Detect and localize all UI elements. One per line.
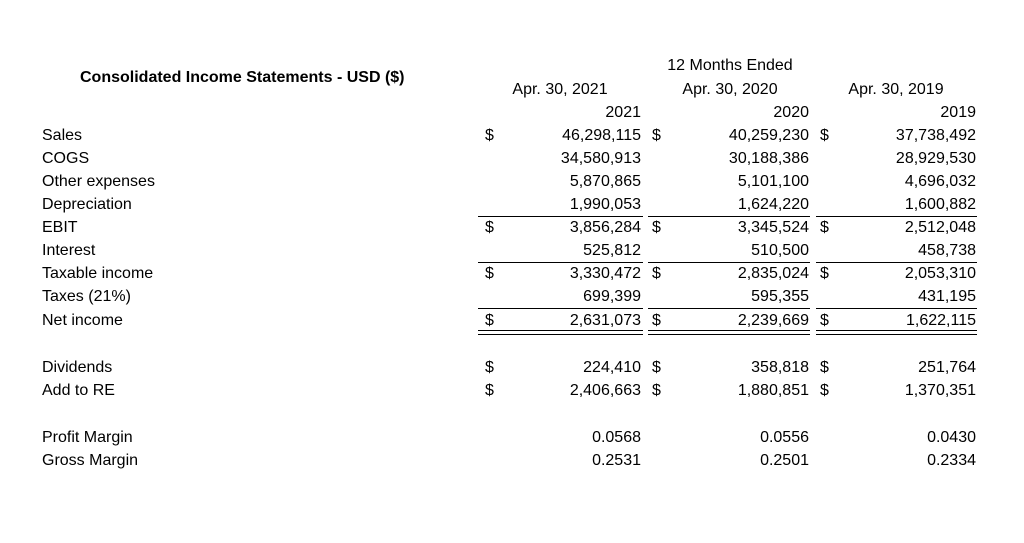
cell-gross-margin-2019: 0.2334: [927, 452, 976, 469]
statement-title: Consolidated Income Statements - USD ($): [80, 69, 405, 86]
currency-symbol: $: [820, 382, 829, 399]
currency-symbol: $: [820, 127, 829, 144]
currency-symbol: $: [652, 219, 661, 236]
column-date-2021: Apr. 30, 2021: [512, 81, 608, 98]
cell-sales-2020: 40,259,230: [728, 127, 809, 144]
column-date-2019: Apr. 30, 2019: [848, 81, 944, 98]
cell-cogs-2019: 28,929,530: [895, 150, 976, 167]
currency-symbol: $: [485, 382, 494, 399]
row-label-sales: Sales: [42, 127, 83, 144]
currency-symbol: $: [652, 127, 661, 144]
subtotal-rule: [478, 216, 643, 217]
subtotal-rule: [816, 262, 977, 263]
cell-taxes-2020: 595,355: [751, 288, 809, 305]
cell-taxable-income-2020: 2,835,024: [737, 265, 809, 282]
currency-symbol: $: [652, 265, 661, 282]
cell-profit-margin-2021: 0.0568: [592, 429, 641, 446]
currency-symbol: $: [652, 359, 661, 376]
total-double-rule: [816, 330, 977, 335]
row-label-gross-margin: Gross Margin: [42, 452, 139, 469]
currency-symbol: $: [820, 219, 829, 236]
column-year-2020: 2020: [773, 104, 809, 121]
cell-interest-2019: 458,738: [918, 242, 976, 259]
column-year-2021: 2021: [605, 104, 641, 121]
currency-symbol: $: [485, 265, 494, 282]
row-label-interest: Interest: [42, 242, 96, 259]
subtotal-rule: [648, 308, 810, 309]
period-header: 12 Months Ended: [667, 57, 793, 74]
currency-symbol: $: [820, 265, 829, 282]
subtotal-rule: [648, 262, 810, 263]
row-label-cogs: COGS: [42, 150, 90, 167]
row-label-taxes: Taxes (21%): [42, 288, 131, 305]
cell-net-income-2019: 1,622,115: [906, 312, 976, 329]
cell-depreciation-2020: 1,624,220: [737, 196, 809, 213]
cell-cogs-2020: 30,188,386: [728, 150, 809, 167]
currency-symbol: $: [652, 312, 661, 329]
currency-symbol: $: [652, 382, 661, 399]
cell-sales-2021: 46,298,115: [562, 127, 641, 144]
total-double-rule: [648, 330, 810, 335]
currency-symbol: $: [485, 312, 494, 329]
subtotal-rule: [478, 262, 643, 263]
subtotal-rule: [816, 216, 977, 217]
cell-interest-2020: 510,500: [751, 242, 809, 259]
cell-other-expenses-2019: 4,696,032: [904, 173, 976, 190]
row-label-profit-margin: Profit Margin: [42, 429, 133, 446]
cell-add-to-re-2020: 1,880,851: [737, 382, 809, 399]
row-label-depreciation: Depreciation: [42, 196, 132, 213]
row-label-taxable-income: Taxable income: [42, 265, 154, 282]
cell-gross-margin-2021: 0.2531: [592, 452, 641, 469]
subtotal-rule: [816, 308, 977, 309]
cell-net-income-2020: 2,239,669: [737, 312, 809, 329]
cell-depreciation-2019: 1,600,882: [904, 196, 976, 213]
currency-symbol: $: [820, 312, 829, 329]
total-double-rule: [478, 330, 643, 335]
currency-symbol: $: [820, 359, 829, 376]
cell-profit-margin-2020: 0.0556: [760, 429, 809, 446]
cell-taxes-2021: 699,399: [583, 288, 641, 305]
cell-interest-2021: 525,812: [583, 242, 641, 259]
cell-net-income-2021: 2,631,073: [569, 312, 641, 329]
subtotal-rule: [478, 308, 643, 309]
cell-depreciation-2021: 1,990,053: [569, 196, 641, 213]
cell-other-expenses-2021: 5,870,865: [569, 173, 641, 190]
currency-symbol: $: [485, 127, 494, 144]
currency-symbol: $: [485, 219, 494, 236]
row-label-dividends: Dividends: [42, 359, 113, 376]
currency-symbol: $: [485, 359, 494, 376]
cell-other-expenses-2020: 5,101,100: [737, 173, 809, 190]
cell-profit-margin-2019: 0.0430: [927, 429, 976, 446]
cell-taxable-income-2019: 2,053,310: [904, 265, 976, 282]
row-label-other-expenses: Other expenses: [42, 173, 155, 190]
cell-sales-2019: 37,738,492: [895, 127, 976, 144]
cell-taxes-2019: 431,195: [918, 288, 976, 305]
row-label-add-to-re: Add to RE: [42, 382, 115, 399]
cell-add-to-re-2021: 2,406,663: [569, 382, 641, 399]
row-label-net-income: Net income: [42, 312, 123, 329]
cell-dividends-2021: 224,410: [583, 359, 641, 376]
row-label-ebit: EBIT: [42, 219, 78, 236]
cell-gross-margin-2020: 0.2501: [760, 452, 809, 469]
cell-ebit-2019: 2,512,048: [904, 219, 976, 236]
cell-cogs-2021: 34,580,913: [560, 150, 641, 167]
cell-taxable-income-2021: 3,330,472: [569, 265, 641, 282]
cell-add-to-re-2019: 1,370,351: [904, 382, 976, 399]
subtotal-rule: [648, 216, 810, 217]
cell-ebit-2021: 3,856,284: [569, 219, 641, 236]
column-date-2020: Apr. 30, 2020: [682, 81, 778, 98]
cell-dividends-2020: 358,818: [751, 359, 809, 376]
cell-ebit-2020: 3,345,524: [737, 219, 809, 236]
cell-dividends-2019: 251,764: [918, 359, 976, 376]
column-year-2019: 2019: [940, 104, 976, 121]
